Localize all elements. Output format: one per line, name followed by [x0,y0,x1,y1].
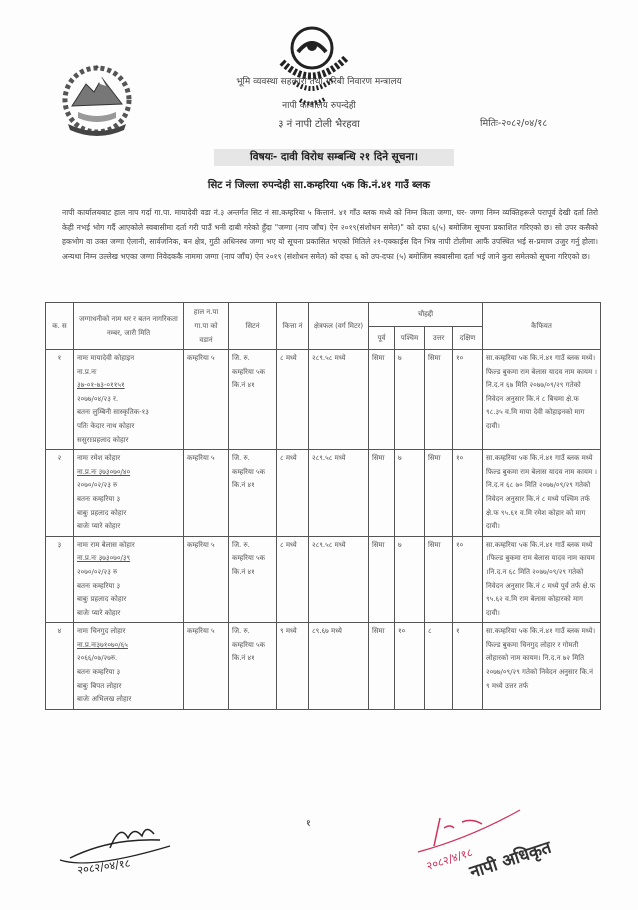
owner-line: बाजेः प्यारे कोहार [77,522,121,531]
cell-sheet: जि. रु. कम्हरिया ५क कि.नं ४१ [229,450,277,537]
table-row [46,623,601,710]
page-number: १ [306,819,311,829]
owner-line: नामः मायादेवी कोहाइन [77,354,135,362]
cell-sn: ३ [46,536,74,623]
owner-line: बाजेः प्यारे कोहार [77,608,121,617]
cell-sheet: जि. रु. कम्हरिया ५क कि.नं ४१ [229,350,277,450]
notice-paragraph: नापी कार्यालयबाट हाल नाप गर्दा गा.पा. मायादेवी वडा नं.३ अन्तर्गत सिट नं सा.कम्हरिया ५ कित्तानं. ४१ गाँउ ब्लक मध्ये को निम्न किता जग्गा, घर- जग्गा निम्न व्यक्तिहरूले परापूर्व देखी दर्ता तिरो केही नभई भोग गर्दै आएकोले स्वबासीमा दर्ता गरी पाउँ भनी दाबी गरेको हुँदा "जग्गा (नाप जाँच) ऐन २०१९(संशोधन समेत)" को दफा ६(५) बमोजिम सूचना प्रकाशित गरिएको छ। सो उपर कसैको हकभोग वा उक्त जग्गा ऐलानी, सार्वजनिक, बन क्षेत्र, गुठी अधिनस्थ जग्गा भए यो सूचना प्रकासित भएको मितिले २१-एक्काईस दिन भित्र नापी टोलीमा आफैं उपस्थित भई स-प्रमाण उजुर गर्नु होला। अन्यथा निम्न उल्लेख भएका जग्गा निवेदककै नाममा जग्गा (नाप जाँच) ऐन २०१९ (संशोधन समेत) को दफा ६ को उप-दफा (५) बमोजिम स्वबासीमा दर्ता भई जाने कुरा समेतको सूचना गरिएको छ। [62,208,598,261]
sheet-title: सिट नं जिल्ला रुपन्देही सा.कम्हरिया ५क कि.नं.४१ गाउँ ब्लक [207,180,431,191]
cell-remarks: सा.कम्हरिया ५क कि.नं.४१ गाउँ ब्लक मध्ये फिल्ड बुकमा राम बेलास यादव नाम कायम ।नि.द.न ६८ ७० मिति २०७७/०९/२९ गतेको निवेदन अनुसार कि.नं ८ मध्ये पश्चिम तर्फ क्षे.फ ९५.६१ व.मि रमेश कोहार को माग दावी। [483,450,601,537]
header-owner: जग्गाधनीको नाम थर र बतन नागरिकता नम्बर, जारी मिति [74,303,184,350]
owner-line: बाबुः प्रहलाद कोहार [77,595,127,604]
cell-ward: कम्हरिया ५ [184,450,229,537]
claims-table [45,302,601,710]
header-south: दक्षिण [453,326,483,350]
header-sheet: सिटनं [229,303,277,350]
left-signature [50,818,200,878]
cell-east: सिमा [369,450,395,537]
right-signature [410,808,590,888]
cell-remarks: सा.कम्हरिया ५क कि.नं.४१ गाउँ ब्लक मध्ये ।फिल्ड बुकमा राम बेलास यादव नाम कायम ।नि.द.न ६८ मिति २०७७/०९/२९ गतेको निवेदन अनुसार कि.नं ८ मध्ये पुर्व तर्फ क्षे.फ ९५.६२ व.मि राम बेलास कोहारको माग दावी। [483,536,601,623]
office-name: नापी कार्यालय रुपन्देही [282,101,356,111]
owner-line: बाबुः प्रहलाद कोहार [77,508,127,517]
owner-line: नामः चिनगुद लोहार [77,627,126,636]
cell-area: २८९.५८ मध्ये [309,350,369,450]
cell-area: २८९.५८ मध्ये [309,450,369,537]
cell-south: १ [453,623,483,710]
cell-sheet: जि. रु. कम्हरिया ५क कि.नं ४१ [229,536,277,623]
cell-west: ७ [395,450,425,537]
cell-east: सिमा [369,350,395,450]
cell-south: १० [453,536,483,623]
cell-north: ८ [425,623,453,710]
table-row [46,536,601,623]
cell-remarks: सा.कम्हरिया ५क कि.नं.४१ गाउँ ब्लक मध्ये। फिल्ड बुकमा राम बेलास यादव नाम कायम ।नि.द.न ६७ मिति २०७७/०९/२९ गतेको निवेदन अनुसार कि.नं ८ बिचमा क्षे.फ ९८.३५ व.मि माया देवी कोहाइनको माग दावी। [483,350,601,450]
cell-kitta: ८ मध्ये [277,450,309,537]
cell-ward: कम्हरिया ५ [184,623,229,710]
cell-area: ८९.६७ मध्ये [309,623,369,710]
cell-east: सिमा [369,623,395,710]
header-east: पूर्व [369,326,395,350]
owner-line: ससुराःप्रहलाद कोहार [77,435,129,444]
header-north: उत्तर [425,326,453,350]
right-signature-date: २०८२/४/१८ [424,845,475,873]
owner-line: ना.प्र.नः [77,367,97,376]
owner-line: बतनः लुम्बिनी सास्कृतिक-१३ [77,408,149,417]
cell-west: ७ [395,536,425,623]
owner-line: बाबुः बिपत लोहार [77,681,122,690]
cell-remarks: सा.कम्हरिया ५क कि.नं.४१ गाउँ ब्लक मध्ये। फिल्ड बुकमा चिनगुद लोहार र गोमती लोहारको नाम कायम। नि.द.न ७२ मिति २०७७/०९/२९ गतेको निवेदन अनुसार कि.नं ९ मध्ये उत्तर तर्फ [483,623,601,710]
table-header-row [46,303,601,327]
owner-line: बतनः कम्हरिया ३ [77,494,121,503]
cell-kitta: ८ मध्ये [277,536,309,623]
team-name: ३ नं नापी टोली भैरहवा [278,119,360,130]
owner-line: २०७०/०२/२३ रु [77,481,118,490]
cell-sn: ४ [46,623,74,710]
cell-south: १० [453,350,483,450]
cell-ward: कम्हरिया ५ [184,536,229,623]
header-kitta: कित्ता नं [277,303,309,350]
cell-sn: २ [46,450,74,537]
owner-line: ना.प्र.नः ३७३०७०/३९ [77,554,131,563]
owner-line: २०७७/०४/२३ र. [77,394,119,403]
cell-owner [74,536,184,623]
owner-line: २०७०/०२/२३ रु [77,567,118,576]
owner-line: २०६६/०७/२७रु. [77,654,118,663]
header-boundary: चौहद्दी [369,303,483,327]
cell-kitta: ९ मध्ये [277,623,309,710]
header-sn: क. स [46,303,74,350]
cell-sn: १ [46,350,74,450]
owner-line: नामः रमेश कोहार [77,454,121,463]
owner-line: बतनः कम्हरिया ३ [77,668,121,677]
cell-north: सिमा [425,450,453,537]
officer-title-stamp: नापी अधिकृत [467,837,554,883]
owner-line: बाजेः अभिलख लोहार [77,695,132,704]
owner-line: बतनः कम्हरिया ३ [77,581,121,590]
cell-owner [74,450,184,537]
header-remarks: कैफियत [483,303,601,350]
header-ward: हाल न.पा गा.पा को वडानं [184,303,229,350]
owner-line: पतिः केदार नाथ कोहार [77,421,135,430]
notice-date: मितिः-२०८२/०४/१८ [480,118,548,129]
left-signature-date: २०८२/०४/१८ [76,856,132,877]
cell-owner [74,623,184,710]
cell-area: २८९.५८ मध्ये [309,536,369,623]
owner-line: ३७-०१-७३-०११५१ [77,381,125,390]
owner-line: ना.प्र.नः३७१०७०/६५ [77,640,128,649]
cell-kitta: ८ मध्ये [277,350,309,450]
header-west: पश्चिम [395,326,425,350]
cell-sheet: जि. रु. कम्हरिया ५क कि.नं ४१ [229,623,277,710]
cell-ward: कम्हरिया ५ [184,350,229,450]
cell-owner [74,350,184,450]
ministry-name: भूमि व्यवस्था सहकारी तथा गरिबी निवारण मन्त्रालय [236,77,402,87]
cell-north: सिमा [425,350,453,450]
owner-line: ना.प्र.नः ३७३०७०/४० [77,467,131,476]
table-row [46,450,601,537]
cell-south: १० [453,450,483,537]
header-area: क्षेत्रफल (वर्ग मिटर) [309,303,369,350]
table-row [46,350,601,450]
owner-line: नामः राम बेलास कोहार [77,540,135,549]
cell-west: ७ [395,350,425,450]
cell-north: सिमा [425,536,453,623]
svg-text:✦: ✦ [93,63,101,72]
cell-west: १० [395,623,425,710]
cell-east: सिमा [369,536,395,623]
notice-subject: विषयः- दावी विरोध सम्बन्धि २१ दिने सूचना। [214,149,454,166]
